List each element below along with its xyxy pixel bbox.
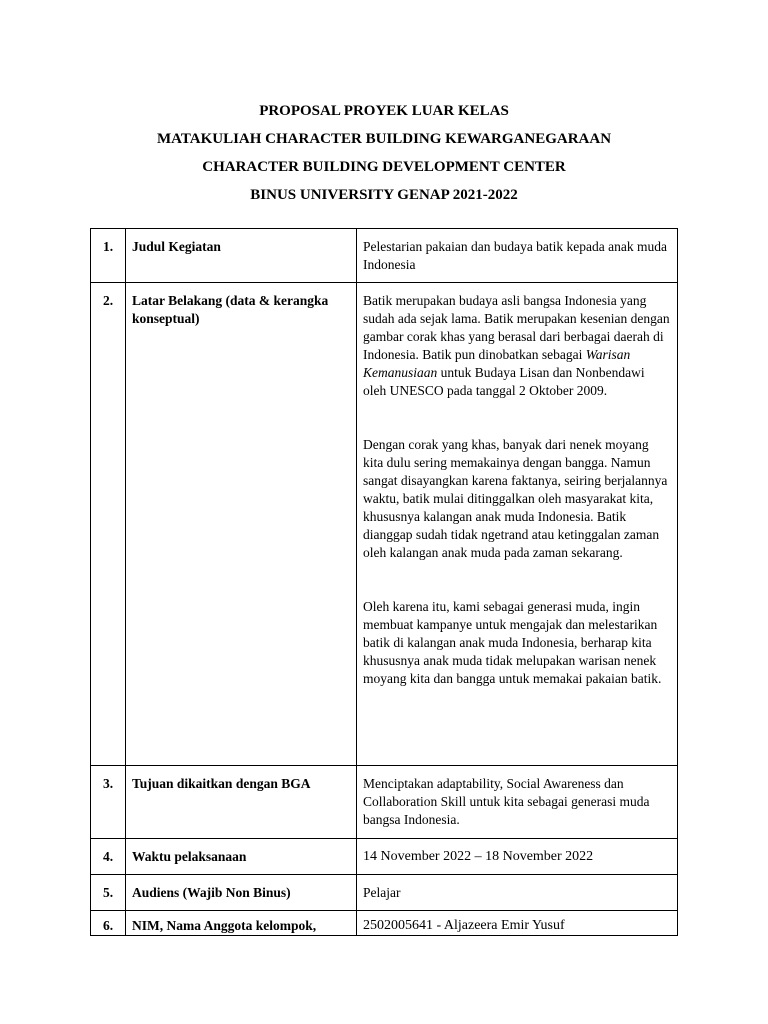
table-row — [91, 229, 678, 283]
row-value — [357, 283, 678, 766]
table-row — [91, 283, 678, 766]
row-label: NIM, Nama Anggota kelompok, — [126, 911, 357, 936]
row-number: 3. — [91, 766, 126, 839]
row-label: Judul Kegiatan — [126, 229, 357, 283]
row-number: 2. — [91, 283, 126, 766]
row-label: Tujuan dikaitkan dengan BGA — [126, 766, 357, 839]
header-line-1: PROPOSAL PROYEK LUAR KELAS — [259, 103, 509, 119]
row-value: Menciptakan adaptability, Social Awareness dan Collaboration Skill untuk kita sebagai generasi muda bangsa Indonesia. — [357, 766, 678, 839]
table-row — [91, 875, 678, 911]
document-header — [0, 97, 768, 209]
background-paragraph-1: Batik merupakan budaya asli bangsa Indonesia yang sudah ada sejak lama. Batik merupakan kesenian dengan gambar corak khas yang berasal dari berbagai daerah di Indonesia. Batik pun dinobatkan sebagai Warisan Kemanusiaan untuk Budaya Lisan dan Nonbendawi oleh UNESCO pada tanggal 2 Oktober 2009. — [363, 293, 670, 398]
row-number: 1. — [91, 229, 126, 283]
background-paragraph-2: Dengan corak yang khas, banyak dari nenek moyang kita dulu sering memakainya dengan bangga. Namun sangat disayangkan karena faktanya, seiring berjalannya waktu, batik mulai ditinggalkan oleh masyarakat kita, khususnya kalangan anak muda Indonesia. Batik dianggap sudah tidak ngetrand atau ketinggalan zaman oleh kalangan anak muda pada zaman sekarang. — [363, 437, 668, 560]
proposal-table — [90, 228, 678, 936]
row-value: 14 November 2022 – 18 November 2022 — [357, 839, 678, 875]
table-row — [91, 911, 678, 936]
header-line-4: BINUS UNIVERSITY GENAP 2021-2022 — [250, 187, 518, 203]
header-line-2: MATAKULIAH CHARACTER BUILDING KEWARGANEGARAAN — [156, 131, 612, 147]
row-label: Audiens (Wajib Non Binus) — [126, 875, 357, 911]
row-label: Latar Belakang (data & kerangka konseptual) — [126, 283, 357, 766]
row-number: 4. — [91, 839, 126, 875]
header-line-3: CHARACTER BUILDING DEVELOPMENT CENTER — [202, 159, 566, 175]
table-row — [91, 766, 678, 839]
row-value: Pelestarian pakaian dan budaya batik kepada anak muda Indonesia — [357, 229, 678, 283]
row-number: 6. — [91, 911, 126, 936]
table-row — [91, 839, 678, 875]
row-number: 5. — [91, 875, 126, 911]
row-value: 2502005641 - Aljazeera Emir Yusuf — [357, 911, 678, 936]
row-value: Pelajar — [357, 875, 678, 911]
row-label: Waktu pelaksanaan — [126, 839, 357, 875]
background-paragraph-3: Oleh karena itu, kami sebagai generasi muda, ingin membuat kampanye untuk mengajak dan melestarikan batik di kalangan anak muda Indonesia, berharap kita khususnya anak muda tidak melupakan warisan nenek moyang kita dan bangga untuk memakai pakaian batik. — [363, 599, 662, 686]
